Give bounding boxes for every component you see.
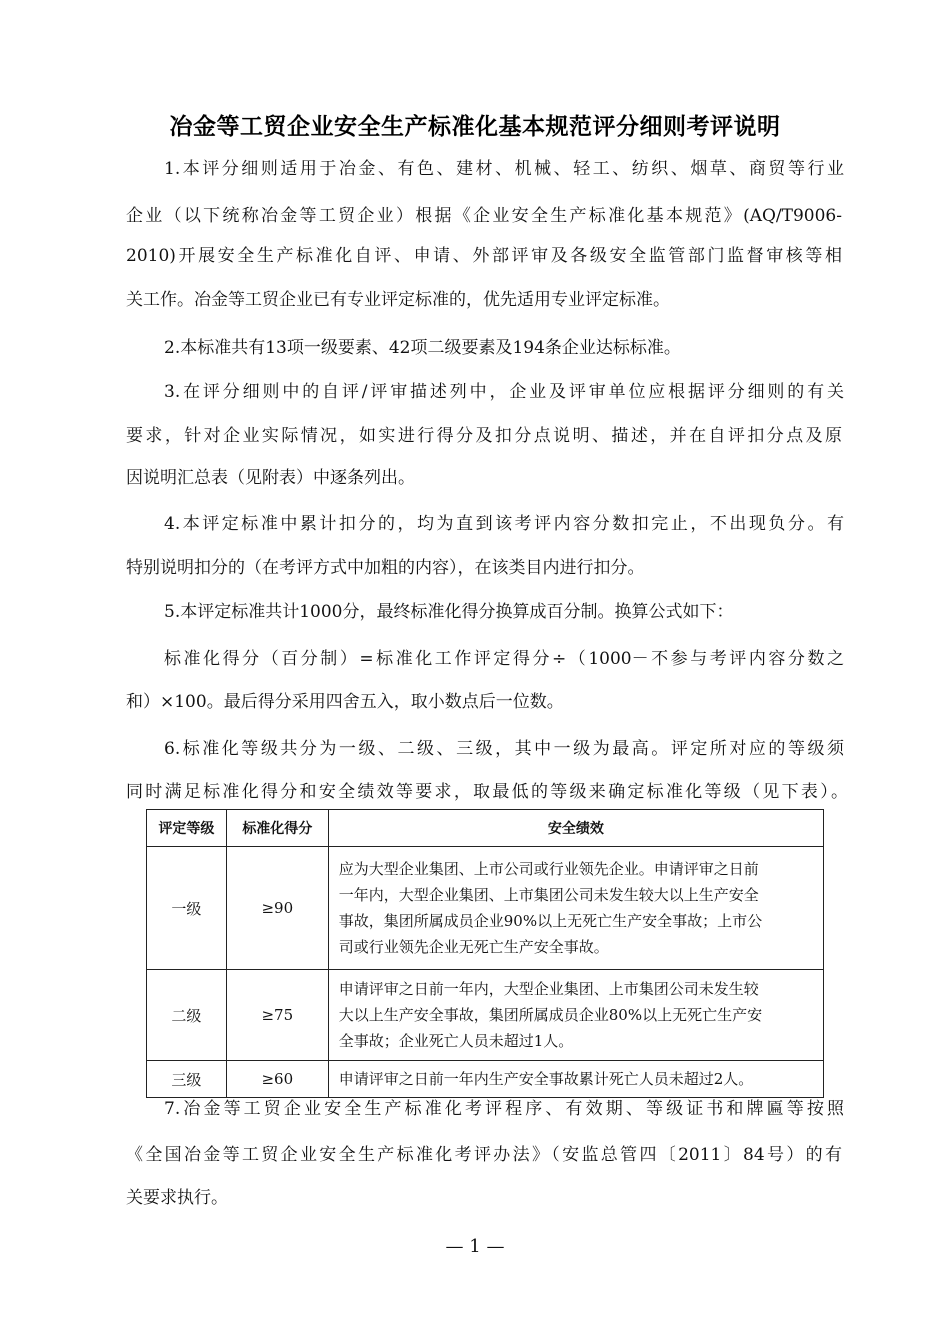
paragraph-1-line-1: 1.本评分细则适用于冶金、有色、建材、机械、轻工、纺织、烟草、商贸等行业 — [164, 159, 844, 179]
paragraph-4-line-2: 特别说明扣分的（在考评方式中加粗的内容），在该类目内进行扣分。 — [126, 558, 645, 578]
header-score: 标准化得分 — [226, 810, 328, 847]
score-cell: ≥60 — [226, 1061, 328, 1098]
formula-line-1: 标准化得分（百分制）=标准化工作评定得分÷（1000－不参与考评内容分数之 — [164, 649, 844, 669]
paragraph-3-line-3: 因说明汇总表（见附表）中逐条列出。 — [126, 468, 415, 488]
grade-cell: 二级 — [147, 970, 227, 1061]
performance-cell: 申请评审之日前一年内，大型企业集团、上市集团公司未发生较 大以上生产安全事故，集团所属成员企业80%以上无死亡生产安 全事故；企业死亡人员未超过1人。 — [328, 970, 823, 1061]
paragraph-1-line-2: 企业（以下统称冶金等工贸企业）根据《企业安全生产标准化基本规范》(AQ/T9006- — [126, 206, 842, 226]
score-cell: ≥90 — [226, 847, 328, 970]
page-number: — 1 — — [445, 1236, 505, 1257]
paragraph-6-line-1: 6.标准化等级共分为一级、二级、三级，其中一级为最高。评定所对应的等级须 — [164, 739, 844, 759]
paragraph-1-line-3: 2010)开展安全生产标准化自评、申请、外部评审及各级安全监管部门监督审核等相 — [126, 246, 842, 266]
paragraph-7-line-3: 关要求执行。 — [126, 1188, 228, 1208]
performance-cell: 申请评审之日前一年内生产安全事故累计死亡人员未超过2人。 — [328, 1061, 823, 1098]
score-cell: ≥75 — [226, 970, 328, 1061]
grade-table — [146, 809, 824, 1098]
document-title: 冶金等工贸企业安全生产标准化基本规范评分细则考评说明 — [169, 114, 781, 140]
paragraph-1-line-4: 关工作。冶金等工贸企业已有专业评定标准的，优先适用专业评定标准。 — [126, 290, 670, 310]
formula-line-2: 和）×100。最后得分采用四舍五入，取小数点后一位数。 — [126, 692, 564, 712]
paragraph-7-line-2: 《全国冶金等工贸企业安全生产标准化考评办法》（安监总管四〔2011〕84号）的有 — [126, 1145, 842, 1165]
paragraph-3-line-1: 3.在评分细则中的自评/评审描述列中，企业及评审单位应根据评分细则的有关 — [164, 382, 844, 402]
grade-cell: 三级 — [147, 1061, 227, 1098]
table-row — [147, 847, 824, 970]
paragraph-3-line-2: 要求，针对企业实际情况，如实进行得分及扣分点说明、描述，并在自评扣分点及原 — [126, 426, 842, 446]
performance-cell: 应为大型企业集团、上市公司或行业领先企业。申请评审之日前 一年内，大型企业集团、上市集团公司未发生较大以上生产安全 事故，集团所属成员企业90%以上无死亡生产安全事故；上市公 司或行业领先企业无死亡生产安全事故。 — [328, 847, 823, 970]
paragraph-5-line-1: 5.本评定标准共计1000分，最终标准化得分换算成百分制。换算公式如下： — [164, 602, 734, 622]
grade-cell: 一级 — [147, 847, 227, 970]
header-grade: 评定等级 — [147, 810, 227, 847]
table-header-row — [147, 810, 824, 847]
table-row — [147, 1061, 824, 1098]
paragraph-6-line-2: 同时满足标准化得分和安全绩效等要求，取最低的等级来确定标准化等级（见下表）。 — [126, 782, 848, 802]
table-row — [147, 970, 824, 1061]
paragraph-2-line-1: 2.本标准共有13项一级要素、42项二级要素及194条企业达标标准。 — [164, 338, 681, 358]
paragraph-4-line-1: 4.本评定标准中累计扣分的，均为直到该考评内容分数扣完止，不出现负分。有 — [164, 514, 844, 534]
paragraph-7-line-1: 7.冶金等工贸企业安全生产标准化考评程序、有效期、等级证书和牌匾等按照 — [164, 1099, 844, 1119]
header-performance: 安全绩效 — [328, 810, 823, 847]
